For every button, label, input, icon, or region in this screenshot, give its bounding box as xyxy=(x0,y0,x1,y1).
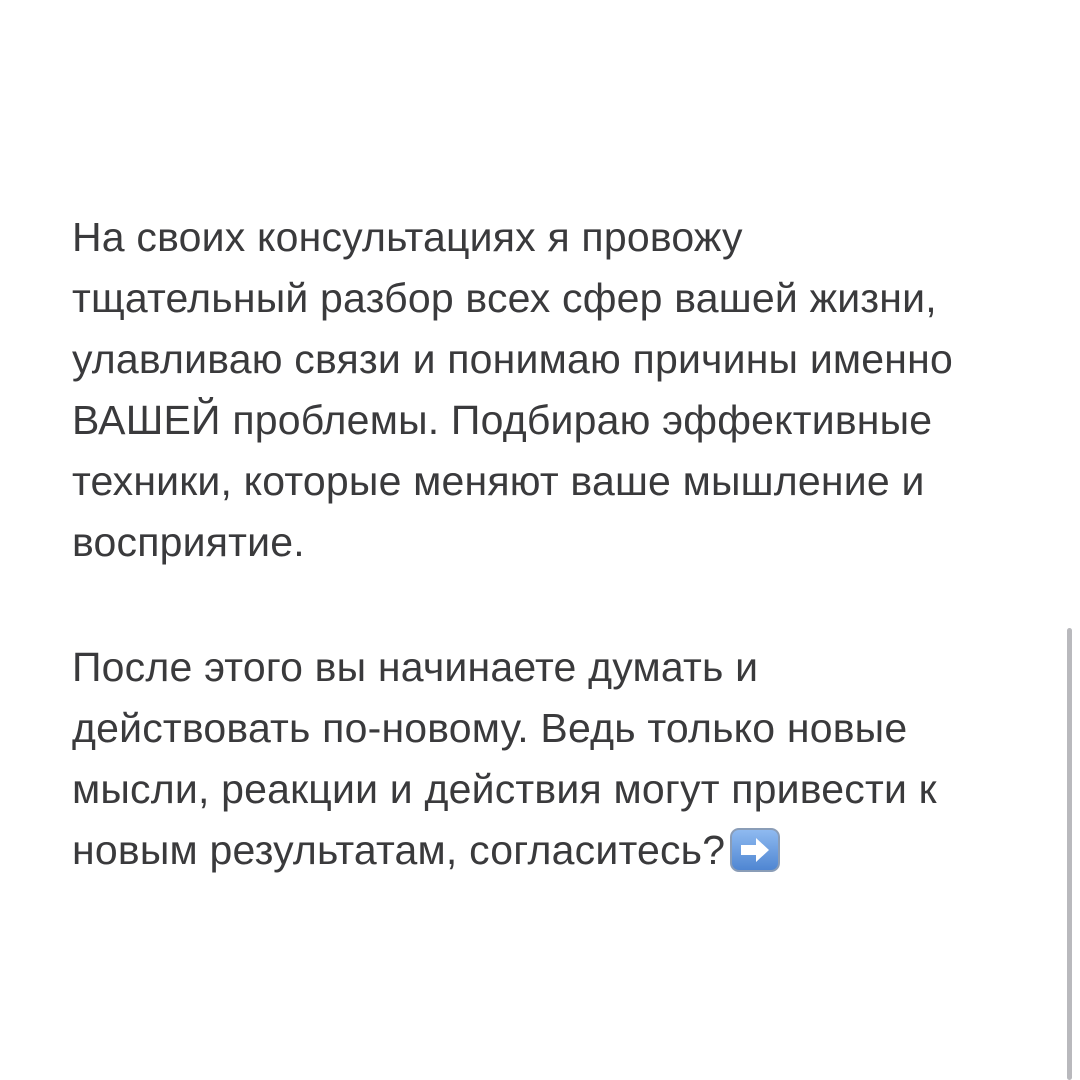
paragraph-line: действовать по-новому. Ведь только новые xyxy=(72,705,908,751)
paragraph-line: После этого вы начинаете думать и xyxy=(72,644,759,690)
paragraph-1 xyxy=(72,207,1062,573)
paragraph-line: восприятие. xyxy=(72,519,305,565)
paragraph-line: тщательный разбор всех сфер вашей жизни, xyxy=(72,275,937,321)
paragraph-line: мысли, реакции и действия могут привести к xyxy=(72,766,937,812)
paragraph-line: техники, которые меняют ваше мышление и xyxy=(72,458,925,504)
paragraph-line: новым результатам, согласитесь? xyxy=(72,827,726,873)
scrollbar[interactable] xyxy=(1067,628,1072,1080)
right-arrow-emoji-icon xyxy=(729,827,781,873)
paragraph-2 xyxy=(72,637,1062,881)
paragraph-line-with-icon xyxy=(72,820,1062,881)
paragraph-line: улавливаю связи и понимаю причины именно xyxy=(72,336,953,382)
paragraph-line: ВАШЕЙ проблемы. Подбираю эффективные xyxy=(72,397,933,443)
paragraph-line: На своих консультациях я провожу xyxy=(72,214,743,260)
